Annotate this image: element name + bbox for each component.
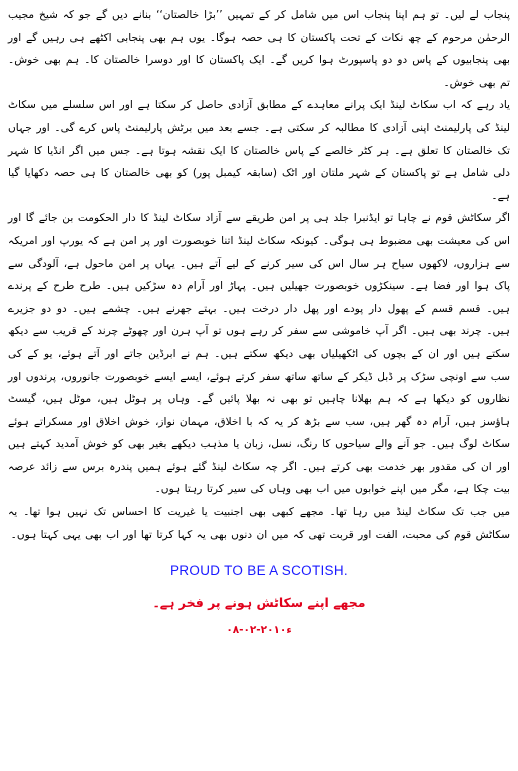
date-line: ۰۸-۰۲-۲۰۱۰ء: [226, 624, 292, 637]
proud-scottish-urdu-line: مجھے اپنے سکاٹش ہونے پر فخر ہے۔: [152, 595, 366, 611]
paragraph-3: اگر سکاٹش قوم نے چاہا تو ایڈنبرا جلد ہی پر امن طریقے سے آزاد سکاٹ لینڈ کا دار الحکومت بن جائے گا اور اس کی معیشت بھی مضبوط ہی ہوگی۔ کیونکہ سکاٹ لینڈ اتنا خوبصورت اور پر امن ہے کہ یورپ اور امریکہ سے ہزاروں، لاکھوں سیاح ہر سال اس کی سیر کرنے کے لیے آتے ہیں۔ یہاں پر امن ماحول ہے، آلودگی سے پاک ہوا اور فضا ہے۔ سینکڑوں خوبصورت جھیلیں ہیں۔ پہاڑ اور آرام دہ سڑکیں ہیں۔ طرح طرح کے پرندے ہیں۔ قسم قسم کے پھول دار پودے اور پھل دار درخت ہیں۔ بہتے جھرنے ہیں۔ چشمے ہیں۔ دو دو جزیرے ہیں۔ چرند بھی ہیں۔ اگر آپ خاموشی سے سفر کر رہے ہوں تو آپ ہرن اور چھوٹے چرند کے قریب سے دیکھ سکتے ہیں اور ان کے بچوں کی اٹکھیلیاں بھی دیکھ سکتے ہیں۔ ہم نے ابرڈین جاتے اور آتے ہوئے، یو کے کی سب سے اونچی سڑک پر ڈبل ڈیکر کے ساتھ ساتھ سفر کرتے ہوئے، ایسے ایسے خوبصورت جانوروں، پرندوں اور نظاروں کو دیکھا ہے کہ ہم بھلانا چاہیں تو بھی نہ بھلا پائیں گے۔ وہاں پر ہوٹل ہیں، موٹل ہیں، گیسٹ ہاؤسز ہیں، آرام دہ گھر ہیں، سب سے بڑھ کر یہ کہ با اخلاق، مہمان نواز، خوش اخلاق اور مسکراتے ہوئے سکاٹ لوگ ہیں۔ جو آنے والے سیاحوں کا رنگ، نسل، زبان یا مذہب دیکھے بغیر بھی کو خوش آمدید کہتے ہیں اور ان کی مقدور بھر خدمت بھی کرتے ہیں۔ اگر چہ سکاٹ لینڈ گئے ہوئے ہمیں پندرہ برس سے زائد عرصہ بیت چکا ہے، مگر میں اپنے خوابوں میں اب بھی وہاں کی سیر کرتا رہتا ہوں۔: [8, 212, 510, 496]
paragraph-2: یاد رہے کہ اب سکاٹ لینڈ ایک پرانے معاہدے کے مطابق آزادی حاصل کر سکتا ہے اور اس سلسلے میں سکاٹ لینڈ کی پارلیمنٹ اپنی آزادی کا مطالبہ کر سکتی ہے۔ جسے بعد میں برٹش پارلیمنٹ پاس کرے گی۔ اور جہاں تک خالصتان کا تعلق ہے۔ ہر کٹر خالصے کے پاس خالصتان کا ایک نقشہ ہوتا ہے۔ جس میں اگر انڈیا کا شہر دلی شامل ہے تو پاکستان کے شہر ملتان اور اٹک (سابقہ کیمبل پور) کو بھی خالصتان کا ہی حصہ دکھایا گیا ہے۔: [8, 99, 510, 202]
proud-scottish-english-line: PROUD TO BE A SCOTISH.: [170, 563, 348, 579]
urdu-body-text: [8, 4, 510, 546]
paragraph-1: پنجاب لے لیں۔ تو ہم اپنا پنجاب اس میں شامل کر کے تمہیں ’’بڑا خالصتان‘‘ بنانے دیں گے جو کہ شیخ مجیب الرحمٰن مرحوم کے چھ نکات کے تحت پاکستان کا ہی حصہ ہوگا۔ یوں ہم بھی پنجابی اکٹھے ہی رہیں گے اور بھی پنجابیوں کے پاس دو دو پاسپورٹ ہوا کریں گے۔ ایک پاکستان کا اور دوسرا خالصتان کا۔ ہم بھی خوش۔ تم بھی خوش۔: [8, 9, 510, 89]
document-page: [8, 4, 510, 766]
paragraph-4: میں جب تک سکاٹ لینڈ میں رہا تھا۔ مجھے کبھی بھی اجنبیت یا غیریت کا احساس تک نہیں ہوا تھا۔ یہ سکاٹش قوم کی محبت، الفت اور قربت تھی کہ میں ان دنوں بھی یہ کہا کرتا تھا اور اب بھی یہی کہتا ہوں۔: [8, 506, 510, 541]
